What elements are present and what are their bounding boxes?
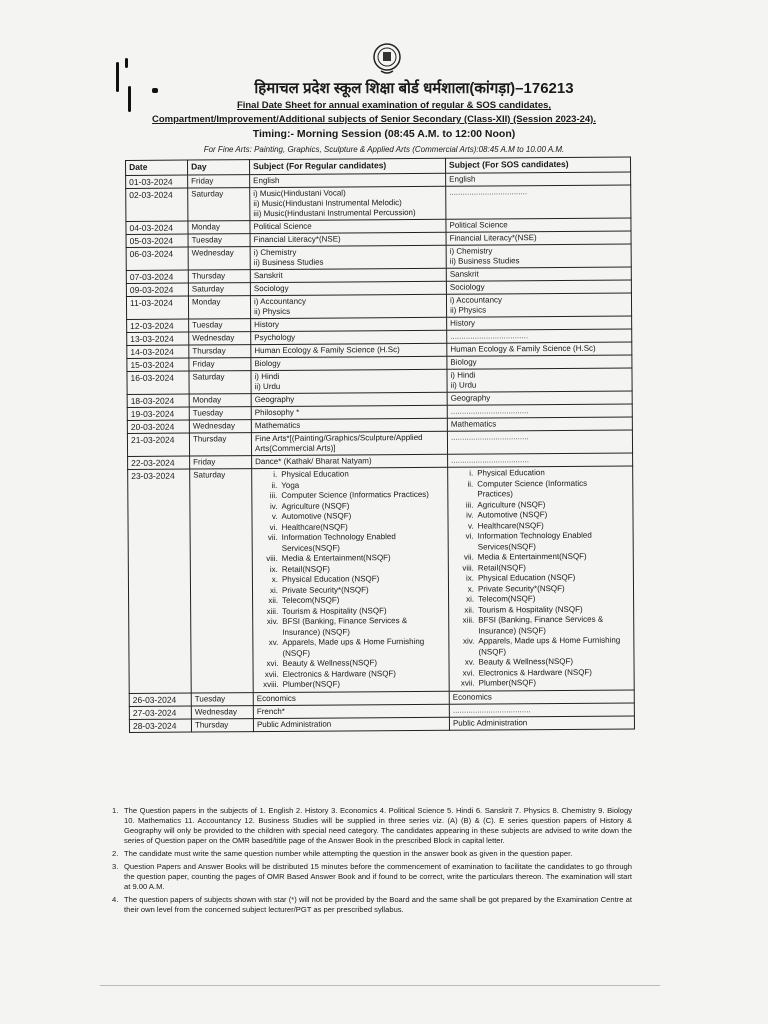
instructions-notes — [112, 806, 632, 918]
list-text: Telecom(NSQF) — [282, 595, 340, 605]
list-number: v. — [271, 511, 278, 521]
subject-line: Psychology — [254, 332, 296, 343]
list-number: xvii. — [460, 678, 475, 688]
list-number: iv. — [466, 510, 474, 520]
timing-line: Timing:- Morning Session (08:45 A.M. to 12:00 Noon) — [252, 128, 516, 140]
list-number: xi. — [466, 594, 475, 604]
list-number: xvi. — [266, 658, 279, 669]
sos-subject-cell — [446, 244, 631, 268]
subject-line: ii) Business Studies — [253, 257, 324, 268]
subject-line: i) Chemistry — [449, 246, 493, 256]
note-number: 4. — [112, 895, 119, 904]
col-header-regular: Subject (For Regular candidates) — [250, 158, 446, 174]
date-cell: 06-03-2024 — [126, 247, 188, 270]
day-cell: Thursday — [189, 433, 251, 456]
date-cell: 07-03-2024 — [126, 270, 188, 283]
subject-line: ii) Physics — [450, 305, 487, 315]
sos-subject-cell — [446, 280, 631, 294]
vocational-subject-list — [255, 469, 446, 691]
list-number: iii. — [269, 490, 278, 500]
list-text: Agriculture (NSQF) — [281, 500, 350, 511]
subject-line: Political Science — [449, 220, 508, 230]
list-number: ii. — [271, 480, 278, 490]
list-number: xvi. — [462, 668, 475, 678]
list-text: Physical Education (NSQF) — [477, 572, 576, 583]
date-cell: 15-03-2024 — [127, 358, 189, 371]
sos-subject-cell — [447, 368, 632, 392]
subject-line: Mathematics — [450, 419, 497, 429]
day-cell: Tuesday — [191, 692, 253, 705]
date-cell: 05-03-2024 — [126, 234, 188, 247]
note-text: Question Papers and Answer Books will be distributed 15 minutes before the commencement of examination to facilitate the candidates to go through the question paper, counting the pages of OMR Based Answer Book and if found to be correct, write the particulars thereon. The examination will start at 9.00 A.M. — [124, 862, 632, 891]
note-text: The Question papers in the subjects of 1. English 2. History 3. Economics 4. Political Science 5. Hindi 6. Sanskrit 7. Physics 8. Chemistry 9. Biology 10. Mathematics 11. Accountancy 12. Business Studies will be supplied in three series viz. (A) (B) & (C). E series question papers of History & Geography will only be provided to the children with special need category. The candidates appearing in these subjects are advised to write down the series of Question paper on the OMR based/title page of the Answer Book in the prescribed Block in capital letter. — [124, 806, 632, 845]
list-number: xiv. — [266, 616, 279, 627]
subject-line: i) Accountancy — [449, 295, 503, 305]
sos-subject-cell — [446, 185, 631, 219]
regular-subject-cell — [250, 294, 446, 318]
hindi-board-title: हिमाचल प्रदेश स्कूल शिक्षा बोर्ड धर्मशाला(कांगड़ा)–176213 — [254, 80, 574, 97]
list-item — [255, 490, 444, 502]
sos-subject-cell — [449, 689, 634, 703]
note-text: The question papers of subjects shown with star (*) will not be provided by the Board and the same shall be got prepared by the Examination Centre at their own level from the concerned subject lecturer/PGT as per prescribed syllabus. — [124, 895, 632, 914]
day-cell: Monday — [188, 221, 250, 234]
subject-line: iii) Music(Hindustani Instrumental Percussion) — [253, 207, 416, 219]
day-cell: Friday — [190, 456, 252, 469]
date-cell: 16-03-2024 — [127, 371, 189, 394]
day-cell: Thursday — [189, 345, 251, 358]
list-number: vi. — [465, 531, 474, 541]
subject-line: English — [449, 174, 476, 184]
subject-line: ii) Music(Hindustani Instrumental Melodic) — [253, 198, 402, 209]
list-number: xi. — [269, 585, 279, 595]
table-row-vocational — [128, 466, 635, 693]
list-text: (NSQF) — [282, 648, 311, 658]
date-cell: 12-03-2024 — [127, 319, 189, 332]
list-text: Agriculture (NSQF) — [477, 499, 546, 510]
regular-subject-cell — [253, 717, 449, 731]
sos-subject-cell — [447, 329, 632, 343]
list-text: Retail(NSQF) — [281, 564, 330, 574]
list-text: Physical Education — [281, 469, 349, 479]
subject-line: Fine Arts*[(Painting/Graphics/Sculpture/Applied — [254, 432, 423, 444]
subject-line: i) Hindi — [450, 370, 476, 380]
list-text: Private Security*(NSQF) — [281, 584, 369, 595]
table-row — [129, 715, 634, 732]
sos-subject-cell — [446, 293, 631, 317]
note-item — [112, 849, 632, 859]
subject-line: Philosophy * — [254, 407, 300, 418]
subject-line: Human Ecology & Family Science (H.Sc) — [254, 345, 400, 356]
day-cell: Tuesday — [189, 319, 251, 332]
list-item — [452, 635, 630, 647]
list-text: Electronics & Hardware (NSQF) — [478, 667, 592, 678]
subject-line: ii) Business Studies — [449, 256, 520, 266]
list-text: Automotive (NSQF) — [477, 510, 548, 520]
subject-line: Financial Literacy*(NSE) — [253, 234, 341, 245]
list-text: Physical Education (NSQF) — [281, 574, 380, 584]
list-number: vii. — [463, 552, 474, 562]
list-text: Retail(NSQF) — [477, 562, 526, 573]
list-text: Yoga — [281, 480, 300, 490]
list-item — [256, 637, 445, 649]
regular-subject-cell — [251, 369, 447, 393]
list-text: Private Security*(NSQF) — [477, 583, 565, 594]
sos-subject-cell — [446, 267, 631, 281]
day-cell: Thursday — [188, 270, 250, 283]
day-cell: Thursday — [191, 718, 253, 731]
list-text: Media & Entertainment(NSQF) — [281, 553, 391, 563]
list-number: i. — [273, 469, 278, 479]
date-cell: 26-03-2024 — [129, 693, 191, 706]
subject-line: History — [450, 318, 476, 328]
sos-subject-cell — [449, 715, 634, 729]
list-number: i. — [469, 468, 474, 478]
regular-subject-cell — [252, 467, 450, 692]
subject-line: i) Music(Hindustani Vocal) — [253, 188, 346, 199]
day-cell: Saturday — [189, 371, 251, 394]
list-number: ix. — [269, 564, 278, 574]
regular-subject-cell — [250, 245, 446, 269]
day-cell: Saturday — [188, 188, 250, 221]
list-text: Information Technology Enabled — [281, 532, 396, 542]
note-number: 1. — [112, 806, 119, 815]
subject-line: Dance* (Kathak/ Bharat Natyam) — [255, 456, 372, 467]
sos-subject-cell — [448, 453, 633, 467]
day-cell: Wednesday — [188, 247, 250, 270]
list-text: Computer Science (Informatics — [477, 478, 588, 489]
regular-subject-cell — [250, 186, 446, 220]
list-number: xviii. — [263, 679, 279, 690]
list-text: Tourism & Hospitality (NSQF) — [478, 604, 583, 615]
note-number: 3. — [112, 862, 119, 871]
list-text: Apparels, Made ups & Home Furnishing — [478, 635, 621, 646]
date-cell: 27-03-2024 — [129, 706, 191, 719]
sos-subject-cell — [449, 702, 634, 716]
vocational-subject-list — [451, 467, 631, 689]
list-number: xv. — [268, 637, 279, 648]
regular-subject-cell — [252, 454, 448, 468]
subject-line: History — [254, 319, 280, 330]
date-cell: 28-03-2024 — [129, 719, 191, 732]
list-text: BFSI (Banking, Finance Services & — [282, 616, 408, 626]
list-number: xv. — [464, 657, 475, 667]
col-header-day: Day — [188, 160, 250, 175]
note-item — [112, 862, 632, 892]
note-number: 2. — [112, 849, 119, 858]
list-text: Tourism & Hospitality (NSQF) — [282, 605, 387, 616]
list-item — [453, 677, 631, 689]
list-text: Electronics & Hardware (NSQF) — [282, 668, 396, 679]
subject-line: Public Administration — [452, 717, 528, 728]
subject-line: ii) Urdu — [254, 381, 281, 392]
subject-line: i) Hindi — [254, 371, 280, 382]
list-text: Insurance) (NSQF) — [478, 625, 546, 636]
list-text: Beauty & Wellness(NSQF) — [478, 656, 574, 667]
date-cell: 19-03-2024 — [127, 407, 189, 420]
subject-line: Human Ecology & Family Science (H.Sc) — [450, 343, 596, 354]
list-text: Apparels, Made ups & Home Furnishing — [282, 636, 425, 647]
note-item — [112, 806, 632, 846]
sos-subject-cell — [447, 417, 632, 431]
list-number: vii. — [267, 532, 278, 543]
subject-line: Sanskrit — [253, 270, 283, 281]
list-text: Plumber(NSQF) — [478, 678, 537, 688]
list-text: Beauty & Wellness(NSQF) — [282, 658, 378, 668]
day-cell: Friday — [188, 175, 250, 188]
blank-dots: ................................... — [451, 455, 529, 465]
list-number: xiii. — [266, 606, 279, 616]
sos-subject-cell — [447, 355, 632, 369]
subject-line: i) Accountancy — [253, 296, 307, 307]
sos-subject-cell — [446, 218, 631, 232]
subject-line: Economics — [256, 693, 296, 703]
list-text: Media & Entertainment(NSQF) — [477, 551, 587, 562]
list-text: Insurance) (NSQF) — [282, 626, 350, 637]
day-cell: Wednesday — [191, 705, 253, 718]
table-row — [126, 185, 631, 222]
sos-subject-cell — [446, 172, 631, 186]
subject-line: Financial Literacy*(NSE) — [449, 233, 537, 243]
list-number: iii. — [465, 500, 474, 510]
date-cell: 22-03-2024 — [128, 456, 190, 469]
subject-line: Sociology — [253, 283, 289, 294]
list-text: Physical Education — [477, 468, 545, 478]
fine-arts-timing: For Fine Arts: Painting, Graphics, Sculpture & Applied Arts (Commercial Arts):08:45 A.M to 10.00 A.M. — [203, 145, 565, 154]
date-cell: 20-03-2024 — [127, 420, 189, 433]
subject-line: Biology — [254, 358, 281, 369]
list-text: Healthcare(NSQF) — [281, 521, 348, 532]
board-emblem-icon — [372, 42, 402, 76]
blank-dots: ................................... — [450, 331, 529, 341]
day-cell: Saturday — [190, 469, 254, 693]
list-text: Computer Science (Informatics Practices) — [281, 489, 429, 500]
sos-subject-cell — [447, 404, 632, 418]
list-text: Practices) — [477, 489, 513, 499]
list-item — [257, 679, 446, 691]
date-sheet-subtitle: Compartment/Improvement/Additional subjects of Senior Secondary (Class-XII) (Session 2023-24). — [152, 114, 596, 125]
page-edge-line — [100, 985, 660, 986]
col-header-sos: Subject (For SOS candidates) — [445, 157, 630, 173]
subject-line: Economics — [452, 691, 492, 702]
date-cell: 09-03-2024 — [126, 283, 188, 296]
list-number: iv. — [269, 501, 278, 511]
list-text: Healthcare(NSQF) — [477, 520, 544, 531]
date-cell: 23-03-2024 — [128, 469, 192, 693]
list-number: viii. — [266, 553, 278, 564]
subject-line: Sociology — [449, 282, 485, 292]
subject-line: i) Chemistry — [253, 247, 297, 258]
note-text: The candidate must write the same question number while attempting the question in the answer book as given in the question paper. — [124, 849, 573, 858]
sos-subject-cell — [447, 391, 632, 405]
sos-subject-cell — [448, 466, 635, 691]
subject-line: French* — [256, 706, 285, 716]
day-cell: Tuesday — [188, 234, 250, 247]
subject-line: ii) Urdu — [450, 380, 477, 390]
date-cell: 14-03-2024 — [127, 345, 189, 358]
date-sheet-table — [125, 156, 635, 732]
col-header-date: Date — [126, 160, 188, 175]
list-text: Plumber(NSQF) — [282, 679, 341, 689]
subject-line: English — [253, 175, 280, 186]
list-text: (NSQF) — [478, 646, 507, 657]
list-text: Automotive (NSQF) — [281, 511, 352, 521]
sos-subject-cell — [447, 430, 632, 454]
date-cell: 04-03-2024 — [126, 221, 188, 234]
subject-line: Geography — [254, 394, 295, 405]
blank-dots: ................................... — [449, 187, 528, 197]
subject-line: Biology — [450, 357, 477, 367]
list-number: xvii. — [264, 669, 279, 679]
list-number: x. — [467, 584, 475, 594]
list-text: Information Technology Enabled — [477, 530, 592, 541]
date-cell: 01-03-2024 — [126, 175, 188, 188]
subject-line: ii) Physics — [254, 306, 291, 317]
date-cell: 11-03-2024 — [126, 296, 188, 319]
sos-subject-cell — [447, 316, 632, 330]
list-text: BFSI (Banking, Finance Services & — [478, 614, 604, 625]
blank-dots: ................................... — [450, 432, 529, 442]
day-cell: Tuesday — [189, 407, 251, 420]
list-number: xiii. — [462, 615, 475, 625]
note-item — [112, 895, 632, 915]
list-text: Services(NSQF) — [281, 543, 340, 553]
blank-dots: ................................... — [452, 704, 531, 715]
date-cell: 21-03-2024 — [127, 433, 189, 456]
list-number: xii. — [268, 595, 279, 606]
list-number: xii. — [464, 605, 475, 615]
list-number: viii. — [462, 563, 474, 573]
subject-line: Arts(Commercial Arts)] — [254, 443, 336, 454]
list-number: vi. — [269, 522, 278, 532]
day-cell: Friday — [189, 358, 251, 371]
blank-dots: ................................... — [450, 406, 529, 416]
sos-subject-cell — [446, 231, 631, 245]
list-number: v. — [467, 521, 474, 531]
list-number: ix. — [465, 573, 474, 583]
date-cell: 02-03-2024 — [126, 188, 188, 221]
date-sheet-title: Final Date Sheet for annual examination of regular & SOS candidates, — [236, 100, 552, 111]
subject-line: Political Science — [253, 221, 312, 232]
list-number: x. — [271, 574, 278, 584]
day-cell: Wednesday — [189, 420, 251, 433]
date-cell: 18-03-2024 — [127, 394, 189, 407]
sos-subject-cell — [447, 342, 632, 356]
list-text: Services(NSQF) — [477, 541, 536, 552]
date-cell: 13-03-2024 — [127, 332, 189, 345]
subject-line: Mathematics — [254, 420, 301, 431]
day-cell: Wednesday — [189, 332, 251, 345]
list-number: ii. — [467, 479, 474, 489]
subject-line: Geography — [450, 393, 491, 403]
subject-line: Sanskrit — [449, 269, 479, 279]
list-text: Telecom(NSQF) — [478, 594, 536, 604]
day-cell: Monday — [189, 394, 251, 407]
list-number: xiv. — [462, 636, 475, 646]
day-cell: Monday — [188, 296, 250, 319]
day-cell: Saturday — [188, 283, 250, 296]
subject-line: Public Administration — [256, 719, 332, 729]
regular-subject-cell — [251, 431, 447, 455]
